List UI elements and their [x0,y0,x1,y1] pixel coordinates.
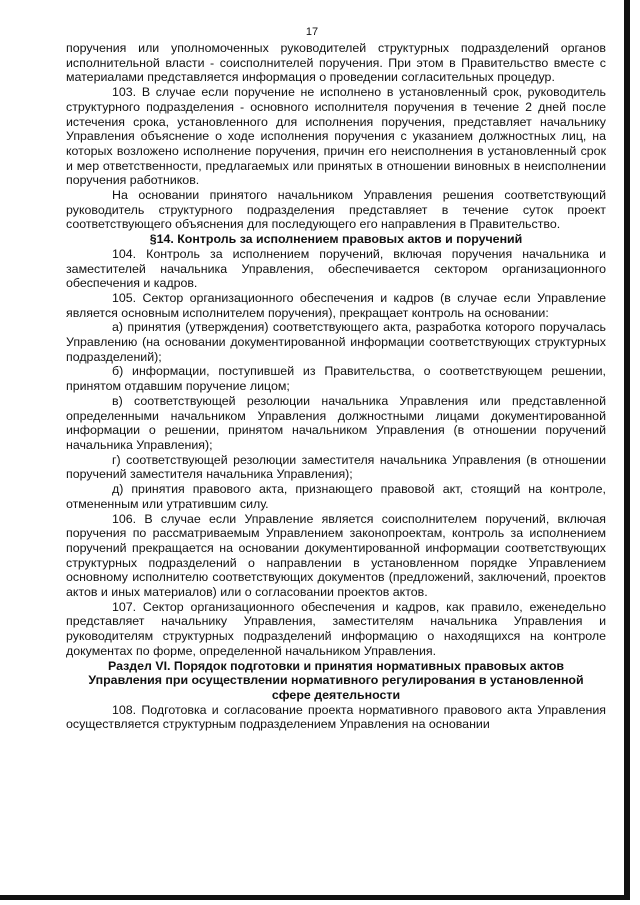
page-number: 17 [305,26,319,38]
paragraph-continuation: поручения или уполномоченных руководителей структурных подразделений органов исполнительной власти - соисполнителей поручения. При этом в Правительство вместе с материалами представляется информация о проведении согласительных процедур. [66,41,606,85]
section-6-heading-line-3: сфере деятельности [271,687,401,702]
list-item-b: б) информации, поступившей из Правительства, о соответствующем решении, принятом отдавшим поручение лицом; [66,364,606,394]
paragraph-103: 103. В случае если поручение не исполнено в установленный срок, руководитель структурного подразделения - основного исполнителя поручения в течение 2 дней после истечения срока, установленного для исполнения поручения, представляет начальнику Управления объяснение о ходе исполнения поручения с указанием должностных лиц, на которых возложено исполнение поручения, причин его неисполнения в установленный срок и мер ответственности, предлагаемых или принятых в отношении виновных в неисполнении поручения работников. [66,85,606,188]
list-item-g: г) соответствующей резолюции заместителя начальника Управления (в отношении поручений заместителя начальника Управления); [66,452,606,482]
paragraph-104: 104. Контроль за исполнением поручений, включая поручения начальника и заместителей начальника Управления, обеспечивается сектором организационного обеспечения и кадров. [66,246,606,291]
section-6-heading [66,659,606,703]
paragraph-105: 105. Сектор организационного обеспечения и кадров (в случае если Управление является основным исполнителем поручения), прекращает контроль на основании: [66,290,606,320]
list-item-v: в) соответствующей резолюции начальника Управления или представленной определенными начальником Управления должностными лицами документированной информации о решении, принятом начальником Управления (в отношении поручений начальника Управления); [66,393,606,452]
list-item-d: д) принятия правового акта, признающего правовой акт, стоящий на контроле, отмененным или утратившим силу. [66,482,606,511]
paragraph-103-decision: На основании принятого начальником Управления решения соответствующий руководитель структурного подразделения представляет в течение суток проект соответствующего объяснения для последующего его направления в Правительство. [66,188,606,232]
list-item-a: а) принятия (утверждения) соответствующего акта, разработка которого поручалась Управлению (на основании документированной информации соответствующих структурных подразделений); [66,320,606,364]
paragraph-108: 108. Подготовка и согласование проекта нормативного правового акта Управления осуществляется структурным подразделением Управления на основании [66,702,606,732]
section-14-heading: §14. Контроль за исполнением правовых актов и поручений [149,232,523,247]
paragraph-107: 107. Сектор организационного обеспечения и кадров, как правило, еженедельно представляет начальнику Управления, заместителям начальника Управления и руководителям структурных подразделений информацию о находящихся на контроле документах по форме, определенной начальником Управления. [66,599,606,658]
section-6-heading-line-2: Управления при осуществлении нормативного регулирования в установленной [88,673,584,688]
section-6-heading-line-1: Раздел VI. Порядок подготовки и принятия нормативных правовых актов [107,658,565,673]
page-body [66,41,606,732]
paragraph-106: 106. В случае если Управление является соисполнителем поручений, включая поручения по рассматриваемым Управлением законопроектам, контроль за исполнением поручений прекращается на основании документированной информации соответствующих структурных подразделений о направлении в установленном порядке Управлением основному исполнителю соответствующих документов (предложений, заключений, проектов актов и иных материалов) или о согласовании проектов актов. [66,511,606,600]
